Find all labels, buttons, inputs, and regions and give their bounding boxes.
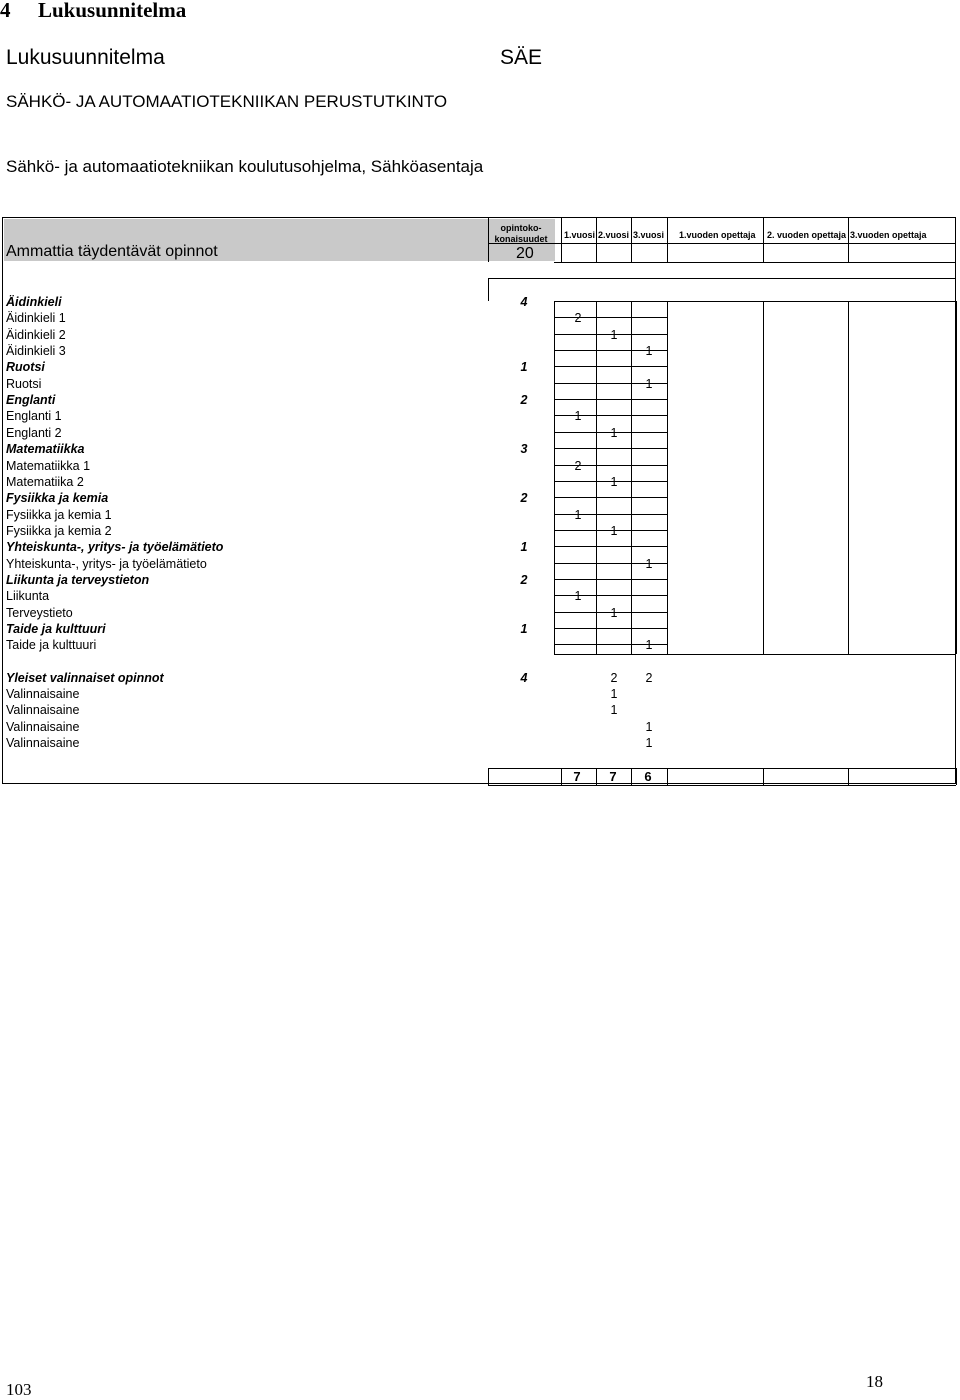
row-label: Liikunta ja terveystieton <box>6 572 150 587</box>
column-header-teacher1: 1.vuoden opettaja <box>679 230 756 240</box>
row-year2: 1 <box>610 687 618 702</box>
row-label: Matematiika 2 <box>6 474 84 489</box>
table-row <box>0 556 960 572</box>
table-group-row <box>0 670 960 686</box>
table-group-row <box>0 294 960 310</box>
header-divider <box>488 218 489 262</box>
table-row <box>0 735 960 751</box>
row-label: Äidinkieli 1 <box>6 311 66 326</box>
program-code: SÄE <box>500 46 543 69</box>
row-label: Valinnaisaine <box>6 687 80 702</box>
row-year2: 1 <box>610 327 618 342</box>
total-year2: 7 <box>609 769 617 784</box>
column-header-year2: 2.vuosi <box>598 230 630 240</box>
row-units: 1 <box>520 360 528 375</box>
document-title: Lukusuunnitelma <box>6 46 165 69</box>
row-label: Englanti 1 <box>6 409 62 424</box>
row-year2: 1 <box>610 703 618 718</box>
table-row <box>0 425 960 441</box>
table-group-row <box>0 392 960 408</box>
table-row <box>0 310 960 326</box>
row-year2: 1 <box>610 523 618 538</box>
totals-divider <box>956 768 957 785</box>
row-label: Valinnaisaine <box>6 703 80 718</box>
table-row <box>0 686 960 702</box>
total-year1: 7 <box>573 769 581 784</box>
table-row <box>0 719 960 735</box>
table-row <box>0 588 960 604</box>
table-row <box>0 507 960 523</box>
degree-title: SÄHKÖ- JA AUTOMAATIOTEKNIIKAN PERUSTUTKINTO <box>6 92 448 111</box>
row-year2: 1 <box>610 425 618 440</box>
row-year3: 1 <box>645 344 653 359</box>
row-year3: 1 <box>645 638 653 653</box>
row-year1: 2 <box>574 311 582 326</box>
totals-divider <box>667 768 668 785</box>
row-label: Äidinkieli <box>6 295 62 309</box>
table-group-row <box>0 621 960 637</box>
section-total: 20 <box>516 245 534 262</box>
column-header-year1: 1.vuosi <box>564 230 596 240</box>
table-row <box>0 376 960 392</box>
totals-divider <box>596 768 597 785</box>
table-row <box>0 523 960 539</box>
row-year1: 1 <box>574 507 582 522</box>
row-label: Yhteiskunta-, yritys- ja työelämätieto <box>6 540 224 555</box>
totals-divider <box>631 768 632 785</box>
header-rule-lower <box>554 262 956 263</box>
row-label: Liikunta <box>6 589 50 604</box>
row-units: 2 <box>520 572 528 587</box>
row-year2: 2 <box>610 670 618 685</box>
row-label: Äidinkieli 2 <box>6 327 66 342</box>
table-group-row <box>0 490 960 506</box>
table-row <box>0 327 960 343</box>
row-year3: 1 <box>645 376 653 391</box>
row-label: Matematiikka 1 <box>6 458 91 473</box>
table-row <box>0 458 960 474</box>
program-title: Sähkö- ja automaatiotekniikan koulutusohjelma, Sähköasentaja <box>6 157 484 176</box>
chapter-title: Lukusunnitelma <box>38 0 187 22</box>
row-label: Ruotsi <box>6 360 45 375</box>
table-row <box>0 408 960 424</box>
row-label: Terveystieto <box>6 605 73 620</box>
table-row <box>0 637 960 653</box>
row-label: Ruotsi <box>6 376 42 391</box>
row-label: Englanti <box>6 393 56 408</box>
totals-divider <box>488 768 489 785</box>
row-label: Valinnaisaine <box>6 719 80 734</box>
row-year1: 1 <box>574 409 582 424</box>
totals-divider <box>848 768 849 785</box>
header-divider <box>631 218 632 262</box>
chapter-heading <box>0 0 186 23</box>
chapter-number: 4 <box>0 0 11 22</box>
row-units: 1 <box>520 622 528 636</box>
column-header-units: opintoko- konaisuudet <box>494 223 548 244</box>
row-year1: 1 <box>574 589 582 604</box>
row-units: 4 <box>520 670 528 685</box>
totals-divider <box>561 768 562 785</box>
totals-top-rule <box>488 768 956 769</box>
header-rule <box>488 243 956 244</box>
row-year3: 1 <box>645 556 653 571</box>
total-year3: 6 <box>644 769 652 784</box>
row-label: Matematiikka <box>6 442 85 457</box>
row-year3: 1 <box>645 719 653 734</box>
table-row <box>0 605 960 621</box>
row-label: Fysiikka ja kemia 1 <box>6 507 112 522</box>
row-year3: 2 <box>645 670 653 685</box>
column-header-teacher2: 2. vuoden opettaja <box>767 230 847 240</box>
table-group-row <box>0 359 960 375</box>
header-divider <box>561 218 562 262</box>
table-group-row <box>0 539 960 555</box>
row-label: Äidinkieli 3 <box>6 344 66 359</box>
column-header-teacher3: 3.vuoden opettaja <box>850 230 927 240</box>
row-year1: 2 <box>574 458 582 473</box>
section-title: Ammattia täydentävät opinnot <box>6 243 218 260</box>
table-row <box>0 702 960 718</box>
row-units: 3 <box>520 442 528 457</box>
table-row <box>0 474 960 490</box>
header-divider <box>667 218 668 262</box>
row-label: Yhteiskunta-, yritys- ja työelämätieto <box>6 556 207 571</box>
row-label: Valinnaisaine <box>6 736 80 751</box>
row-label: Englanti 2 <box>6 425 62 440</box>
row-label: Yleiset valinnaiset opinnot <box>6 670 164 685</box>
totals-divider <box>763 768 764 785</box>
row-label: Taide ja kulttuuri <box>6 622 106 636</box>
table-group-row <box>0 441 960 457</box>
row-year2: 1 <box>610 605 618 620</box>
row-label: Taide ja kulttuuri <box>6 638 97 653</box>
totals-bottom-rule <box>488 785 956 786</box>
table-group-row <box>0 572 960 588</box>
row-units: 1 <box>520 540 528 555</box>
row-year3: 1 <box>645 736 653 751</box>
table-row <box>0 343 960 359</box>
row-units: 4 <box>520 295 528 309</box>
block-top-rule <box>488 278 956 279</box>
row-units: 2 <box>520 491 528 506</box>
page-number-left: 103 <box>6 1380 32 1399</box>
row-year2: 1 <box>610 474 618 489</box>
column-header-year3: 3.vuosi <box>633 230 665 240</box>
row-label: Fysiikka ja kemia <box>6 491 109 506</box>
block-bottom-rule <box>554 654 956 655</box>
row-units: 2 <box>520 393 528 408</box>
header-divider <box>596 218 597 262</box>
page-number-right: 18 <box>866 1372 883 1391</box>
row-label: Fysiikka ja kemia 2 <box>6 523 112 538</box>
header-divider <box>848 218 849 262</box>
header-divider <box>763 218 764 262</box>
